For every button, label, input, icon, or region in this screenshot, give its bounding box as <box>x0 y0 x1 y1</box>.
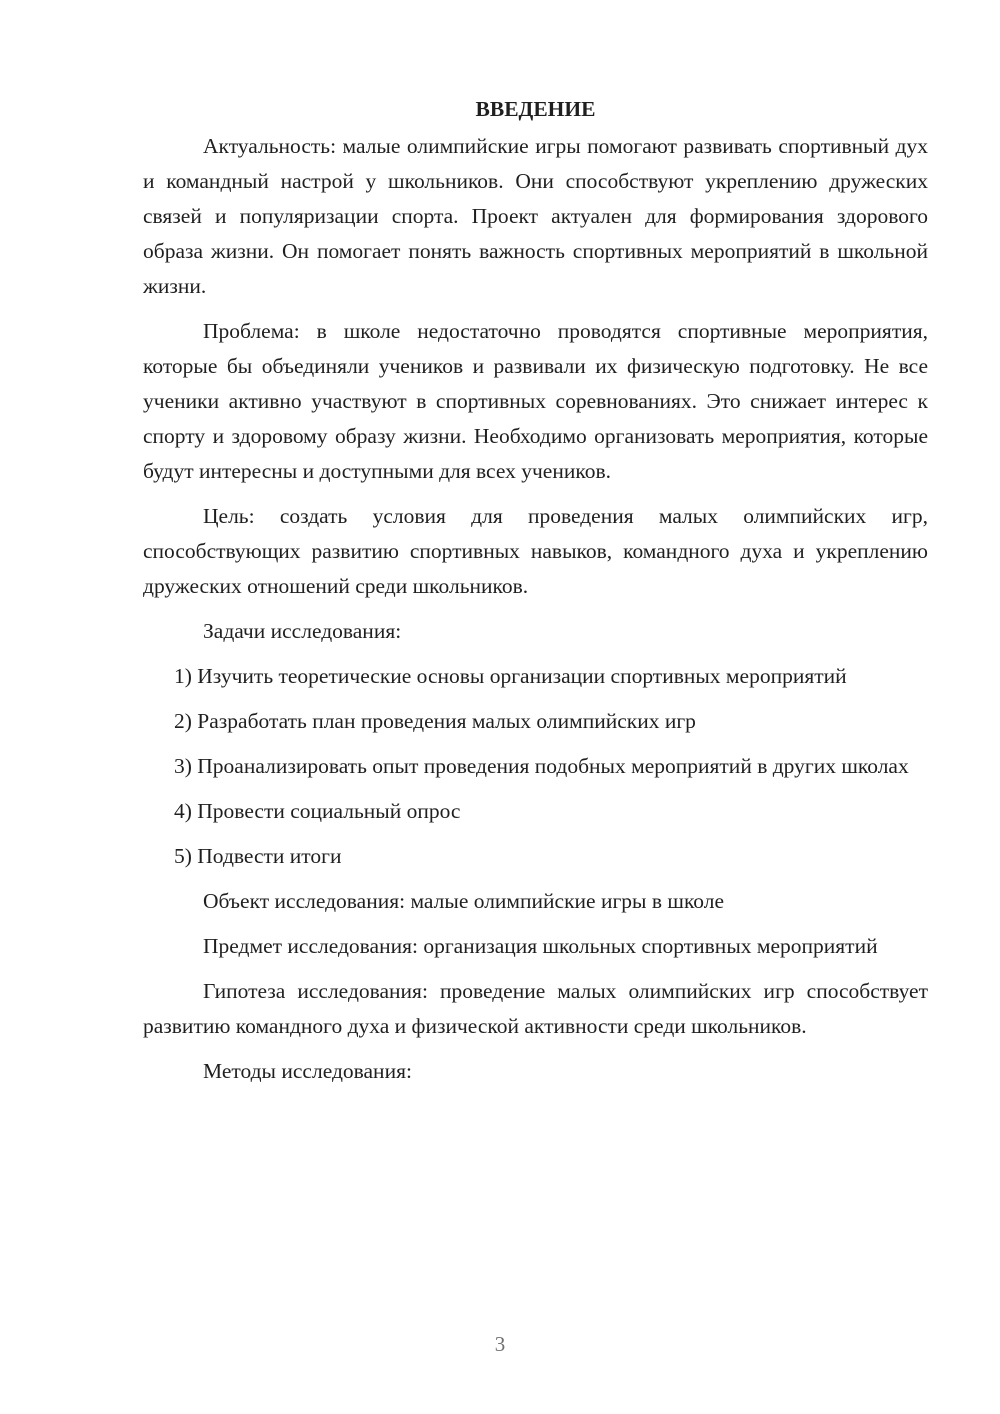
goal-paragraph: Цель: создать условия для проведения малых олимпийских игр, способствующих развитию спортивных навыков, командного духа и укреплению дружеских отношений среди школьников. <box>143 504 928 598</box>
hypothesis-paragraph: Гипотеза исследования: проведение малых олимпийских игр способствует развитию командного духа и физической активности среди школьников. <box>143 979 928 1038</box>
methods-title: Методы исследования: <box>203 1059 412 1083</box>
tasks-list <box>143 659 928 874</box>
tasks-title: Задачи исследования: <box>203 619 402 643</box>
list-item: 2) Разработать план проведения малых олимпийских игр <box>174 709 696 733</box>
subject-paragraph: Предмет исследования: организация школьных спортивных мероприятий <box>203 934 878 958</box>
object-paragraph: Объект исследования: малые олимпийские игры в школе <box>203 889 725 913</box>
list-item: 4) Провести социальный опрос <box>174 799 461 823</box>
list-item: 5) Подвести итоги <box>174 844 342 868</box>
list-item: 3) Проанализировать опыт проведения подобных мероприятий в других школах <box>174 754 909 778</box>
relevance-paragraph: Актуальность: малые олимпийские игры помогают развивать спортивный дух и командный настрой у школьников. Они способствуют укреплению дружеских связей и популяризации спорта. Проект актуален для формирования здорового образа жизни. Он помогает понять важность спортивных мероприятий в школьной жизни. <box>143 134 928 298</box>
page-number: 3 <box>494 1332 506 1356</box>
document-page <box>143 92 928 1099</box>
problem-paragraph: Проблема: в школе недостаточно проводятся спортивные мероприятия, которые бы объединяли учеников и развивали их физическую подготовку. Не все ученики активно участвуют в спортивных соревнованиях. Это снижает интерес к спорту и здоровому образу жизни. Необходимо организовать мероприятия, которые будут интересны и доступными для всех учеников. <box>143 319 928 483</box>
list-item: 1) Изучить теоретические основы организации спортивных мероприятий <box>174 664 847 688</box>
page-title: ВВЕДЕНИЕ <box>475 97 596 121</box>
